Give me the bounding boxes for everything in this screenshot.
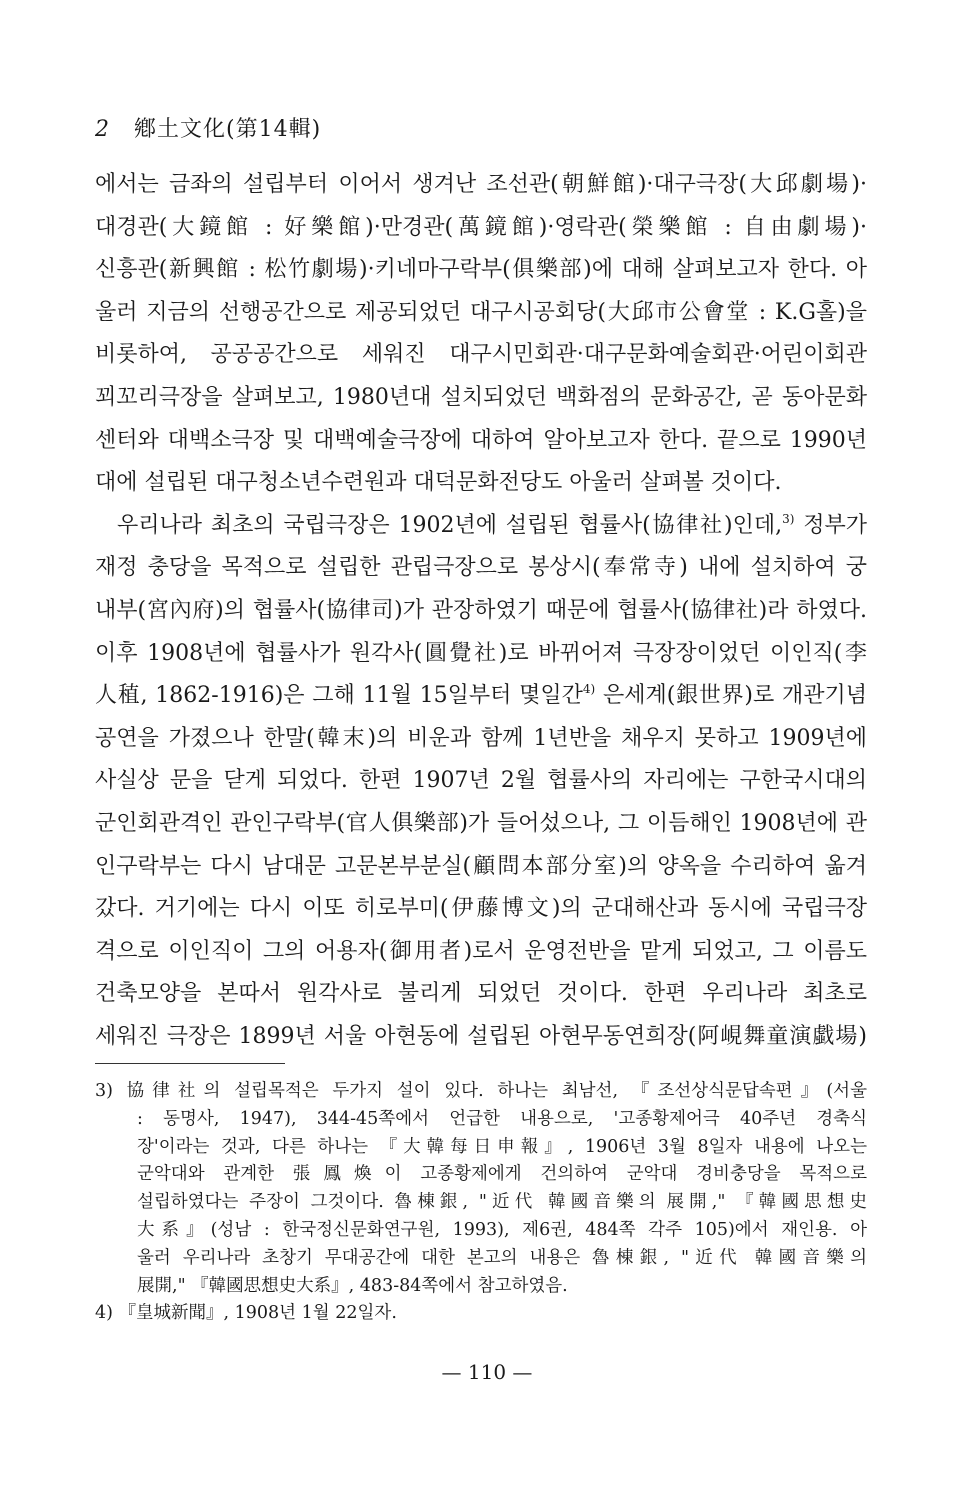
body-line: 인구락부는 다시 남대문 고문본부분실(顧問本部分室)의 양옥을 수리하여 옮겨 <box>95 853 867 879</box>
body-line-with-footnote-4 <box>95 675 867 718</box>
body-line-text-after-ref: 은세계(銀世界)로 개관기념 <box>595 683 867 709</box>
body-line: 이후 1908년에 협률사가 원각사(圓覺社)로 바뀌어져 극장장이었던 이인직(李 <box>95 640 867 666</box>
body-line: 재정 충당을 목적으로 설립한 관립극장으로 봉상시(奉常寺) 내에 설치하여 궁 <box>95 555 867 581</box>
body-line: 센터와 대백소극장 및 대백예술극장에 대하여 알아보고자 한다. 끝으로 1990년 <box>95 427 867 453</box>
footnote-3-line: : 동명사, 1947), 344-45쪽에서 언급한 내용으로, '고종황제어극 40주년 경축식 <box>137 1108 867 1129</box>
body-line: 비롯하여, 공공공간으로 세워진 대구시민회관·대구문화예술회관·어린이회관 <box>95 342 867 368</box>
header-page-number: 2 <box>95 117 110 142</box>
footnote-3-line: 장'이라는 것과, 다른 하나는 『大韓每日申報』, 1906년 3월 8일자 내용에 나오는 <box>137 1136 867 1157</box>
journal-title: 鄕土文化(第14輯) <box>134 117 322 142</box>
body-text <box>95 164 867 1058</box>
body-line: 건축모양을 본따서 원각사로 불리게 되었던 것이다. 한편 우리나라 최초로 <box>95 981 867 1007</box>
body-line: 격으로 이인직이 그의 어용자(御用者)로서 운영전반을 맡게 되었고, 그 이름도 <box>95 938 867 964</box>
running-head <box>95 112 321 143</box>
footnote-3-line: 大系』(성남 : 한국정신문화연구원, 1993), 제6권, 484쪽 각주 105)에서 재인용. 아 <box>137 1219 867 1240</box>
body-line: 대에 설립된 대구청소년수련원과 대덕문화전당도 아울러 살펴볼 것이다. <box>95 470 782 496</box>
footnote-4: 4) 『皇城新聞』, 1908년 1월 22일자. <box>95 1303 397 1324</box>
body-line: 신흥관(新興館 : 松竹劇場)·키네마구락부(俱樂部)에 대해 살펴보고자 한다. 아 <box>95 257 867 283</box>
body-line: 사실상 문을 닫게 되었다. 한편 1907년 2월 협률사의 자리에는 구한국시대의 <box>95 768 867 794</box>
body-line: 대경관(大鏡館 : 好樂館)·만경관(萬鏡館)·영락관(榮樂館 : 自由劇場)· <box>95 214 867 240</box>
footnote-3-line: 展開," 『韓國思想史大系』, 483-84쪽에서 참고하였음. <box>137 1275 568 1296</box>
body-line: 군인회관격인 관인구락부(官人俱樂部)가 들어섰으나, 그 이듬해인 1908년에 관 <box>95 810 867 836</box>
footnote-3-line: 군악대와 관계한 張鳳煥이 고종황제에게 건의하여 군악대 경비충당을 목적으로 <box>137 1164 867 1185</box>
body-line-text: 人稙, 1862-1916)은 그해 11월 15일부터 몇일간 <box>95 683 583 709</box>
footnote-ref-3: 3) <box>782 511 795 526</box>
footnotes <box>95 1078 867 1328</box>
body-line: 공연을 가졌으나 한말(韓末)의 비운과 함께 1년반을 채우지 못하고 1909년에 <box>95 725 867 751</box>
body-line: 내부(宮內府)의 협률사(協律司)가 관장하였기 때문에 협률사(協律社)라 하였다. <box>95 597 867 623</box>
body-line: 꾀꼬리극장을 살펴보고, 1980년대 설치되었던 백화점의 문화공간, 곧 동아문화 <box>95 384 867 410</box>
footnote-divider <box>95 1063 285 1064</box>
footnote-3-line: 3) 協律社의 설립목적은 두가지 설이 있다. 하나는 최남선, 『조선상식문답속편』(서울 <box>95 1081 867 1101</box>
body-line: 갔다. 거기에는 다시 이또 히로부미(伊藤博文)의 군대해산과 동시에 국립극장 <box>95 896 867 922</box>
body-line: 세워진 극장은 1899년 서울 아현동에 설립된 아현무동연희장(阿峴舞童演戱場) <box>95 1023 867 1049</box>
body-line-with-footnote-3 <box>95 505 867 548</box>
footnote-ref-4: 4) <box>582 682 596 697</box>
body-line: 에서는 금좌의 설립부터 이어서 생겨난 조선관(朝鮮館)·대구극장(大邱劇場)· <box>95 172 867 197</box>
body-line: 울러 지금의 선행공간으로 제공되었던 대구시공회당(大邱市公會堂 : K.G홀)을 <box>95 299 867 325</box>
body-line-text-after-ref: 정부가 <box>794 512 867 538</box>
footnote-3-line: 설립하였다는 주장이 그것이다. 魯棟銀, "近代 韓國音樂의 展開," 『韓國思想史 <box>137 1192 867 1213</box>
footnote-3-line: 울러 우리나라 초창기 무대공간에 대한 본고의 내용은 魯棟銀, "近代 韓國音樂의 <box>137 1247 867 1268</box>
body-line-text: 우리나라 최초의 국립극장은 1902년에 설립된 협률사(協律社)인데, <box>117 512 783 538</box>
page-number: — 110 — <box>441 1360 533 1384</box>
